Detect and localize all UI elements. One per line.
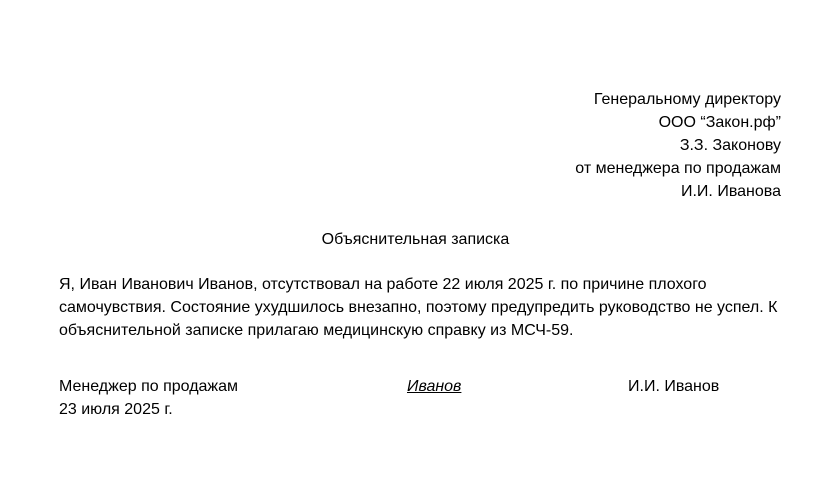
addressee-line-company: ООО “Закон.рф” (658, 114, 781, 131)
sender-line-name: И.И. Иванова (680, 183, 781, 200)
document-title: Объяснительная записка (321, 231, 510, 248)
document-body: Я, Иван Иванович Иванов, отсутствовал на работе 22 июля 2025 г. по причине плохого самочувствия. Состояние ухудшилось внезапно, поэтому предупредить руководство не успел. К объяснительной записке прилагаю медицинскую справку из МСЧ-59. (59, 276, 778, 339)
addressee-line-name: З.З. Законову (679, 137, 781, 154)
signer-position: Менеджер по продажам (59, 378, 239, 395)
signature-left-block (59, 375, 238, 421)
sender-line-position: от менеджера по продажам (575, 160, 781, 177)
document-date: 23 июля 2025 г. (59, 401, 173, 418)
signer-name: И.И. Иванов (628, 378, 720, 395)
addressee-line-position: Генеральному директору (593, 91, 781, 108)
addressee-block (575, 88, 781, 203)
handwritten-signature: Иванов (407, 378, 462, 395)
